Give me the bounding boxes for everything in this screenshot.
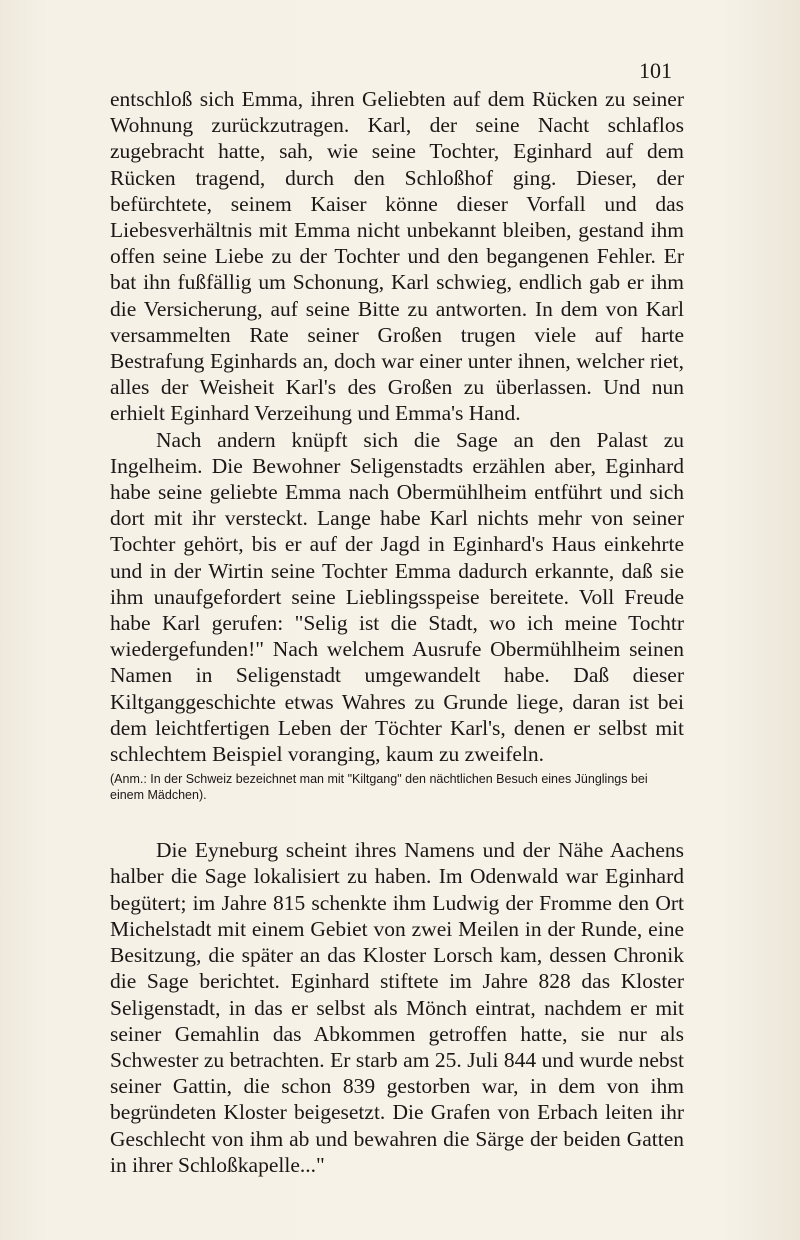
section-gap	[110, 803, 684, 837]
paragraph-2: Nach andern knüpft sich die Sage an den Palast zu Ingelheim. Die Bewohner Seligenstadts erzählen aber, Eginhard habe seine geliebte Emma nach Obermühlheim entführt und sich dort mit ihr versteckt. Lange habe Karl nichts mehr von seiner Tochter gehört, bis er auf der Jagd in Eginhard's Haus einkehrte und in der Wirtin seine Tochter Emma dadurch erkannte, daß sie ihm unaufgefordert seine Lieblingsspeise bereitete. Voll Freude habe Karl gerufen: "Selig ist die Stadt, wo ich meine Tochtr wiedergefunden!" Nach welchem Ausrufe Obermühlheim seinen Namen in Seligenstadt umgewandelt habe. Daß dieser Kiltganggeschichte etwas Wahres zu Grunde liege, daran ist bei dem leichtfertigen Leben der Töchter Karl's, denen er selbst mit schlechtem Beispiel voranging, kaum zu zweifeln.	[110, 427, 684, 767]
body-text	[110, 86, 684, 1178]
page-number: 101	[639, 58, 672, 83]
paragraph-3: Die Eyneburg scheint ihres Namens und der Nähe Aachens halber die Sage lokalisiert zu haben. Im Odenwald war Eginhard begütert; im Jahre 815 schenkte ihm Ludwig der Fromme den Ort Michelstadt mit einem Gebiet von zwei Meilen in der Runde, eine Besitzung, die später an das Kloster Lorsch kam, dessen Chronik die Sage berichtet. Eginhard stiftete im Jahre 828 das Kloster Seligenstadt, in das er selbst als Mönch eintrat, nachdem er mit seiner Gemahlin das Abkommen getroffen hatte, sie nur als Schwester zu betrachten. Er starb am 25. Juli 844 und wurde nebst seiner Gattin, die schon 839 gestorben war, in dem von ihm begründeten Kloster beigesetzt. Die Grafen von Erbach leiten ihr Geschlecht von ihm ab und bewahren die Särge der beiden Gatten in ihrer Schloßkapelle..."	[110, 838, 684, 1177]
footnote: (Anm.: In der Schweiz bezeichnet man mit "Kiltgang" den nächtlichen Besuch eines Jünglings bei einem Mädchen).	[110, 772, 648, 803]
paragraph-1: entschloß sich Emma, ihren Geliebten auf dem Rücken zu seiner Wohnung zurückzutragen. Karl, der seine Nacht schlaflos zugebracht hatte, sah, wie seine Tochter, Eginhard auf dem Rücken tragend, durch den Schloßhof ging. Dieser, der befürchtete, seinem Kaiser könne dieser Vorfall und das Liebesverhältnis mit Emma nicht unbekannt bleiben, gestand ihm offen seine Liebe zu der Tochter und den begangenen Fehler. Er bat ihn fußfällig um Schonung, Karl schwieg, endlich gab er ihm die Versicherung, auf seine Bitte zu antworten. In dem von Karl versammelten Rate seiner Großen trugen viele auf harte Bestrafung Eginhards an, doch war einer unter ihnen, welcher riet, alles der Weisheit Karl's des Großen zu überlassen. Und nun erhielt Eginhard Verzeihung und Emma's Hand.	[110, 87, 684, 426]
